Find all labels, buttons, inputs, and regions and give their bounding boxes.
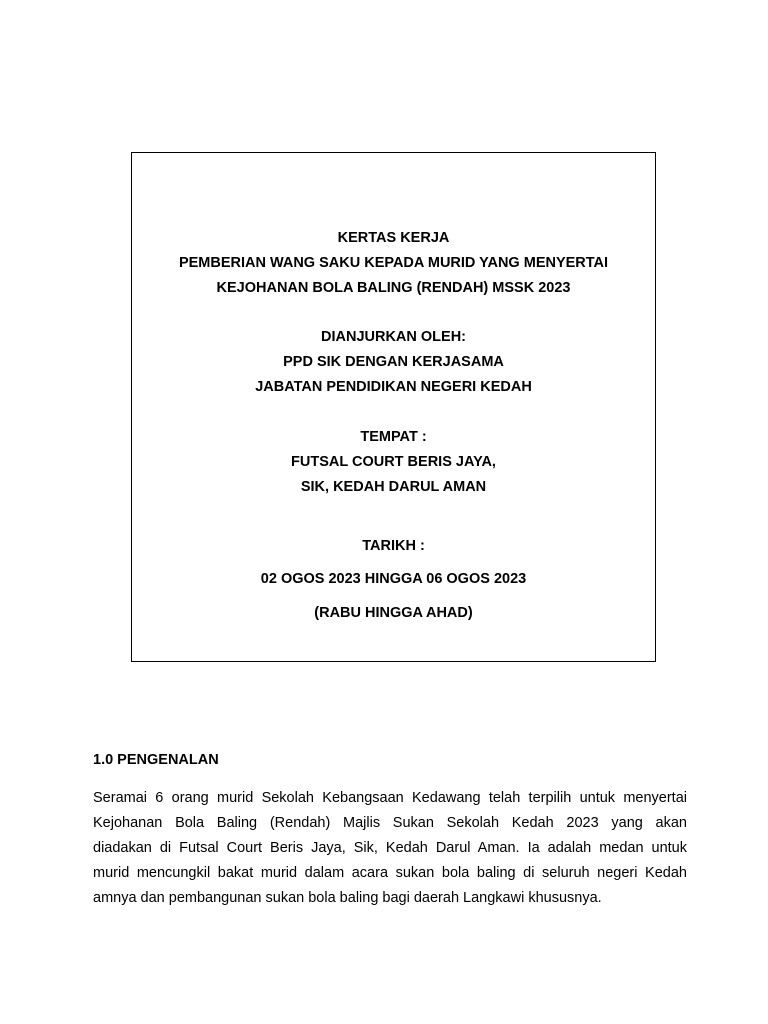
cover-subtitle-line-1: PEMBERIAN WANG SAKU KEPADA MURID YANG MENYERTAI (178, 255, 609, 271)
paragraph-line: murid mencungkil bakat murid dalam acara sukan bola baling di seluruh negeri Kedah (93, 865, 687, 881)
organizer-line-2: JABATAN PENDIDIKAN NEGERI KEDAH (255, 379, 532, 395)
section-heading: 1.0 PENGENALAN (93, 752, 219, 768)
date-label: TARIKH : (362, 538, 425, 554)
venue-line-1: FUTSAL COURT BERIS JAYA, (291, 454, 496, 470)
organizer-label: DIANJURKAN OLEH: (321, 329, 466, 345)
cover-box (131, 152, 656, 662)
cover-subtitle-line-2: KEJOHANAN BOLA BALING (RENDAH) MSSK 2023 (216, 280, 571, 296)
paragraph-line: diadakan di Futsal Court Beris Jaya, Sik, Kedah Darul Aman. Ia adalah medan untuk (93, 840, 687, 856)
venue-line-2: SIK, KEDAH DARUL AMAN (300, 479, 487, 495)
paragraph-line: amnya dan pembangunan sukan bola baling bagi daerah Langkawi khususnya. (93, 890, 602, 906)
paragraph-line: Kejohanan Bola Baling (Rendah) Majlis Sukan Sekolah Kedah 2023 yang akan (93, 815, 687, 831)
date-value: 02 OGOS 2023 HINGGA 06 OGOS 2023 (260, 571, 527, 587)
date-days: (RABU HINGGA AHAD) (314, 605, 473, 621)
organizer-line-1: PPD SIK DENGAN KERJASAMA (283, 354, 504, 370)
venue-label: TEMPAT : (360, 429, 427, 445)
paragraph-line: Seramai 6 orang murid Sekolah Kebangsaan Kedawang telah terpilih untuk menyertai (93, 790, 687, 806)
cover-title: KERTAS KERJA (337, 230, 450, 246)
